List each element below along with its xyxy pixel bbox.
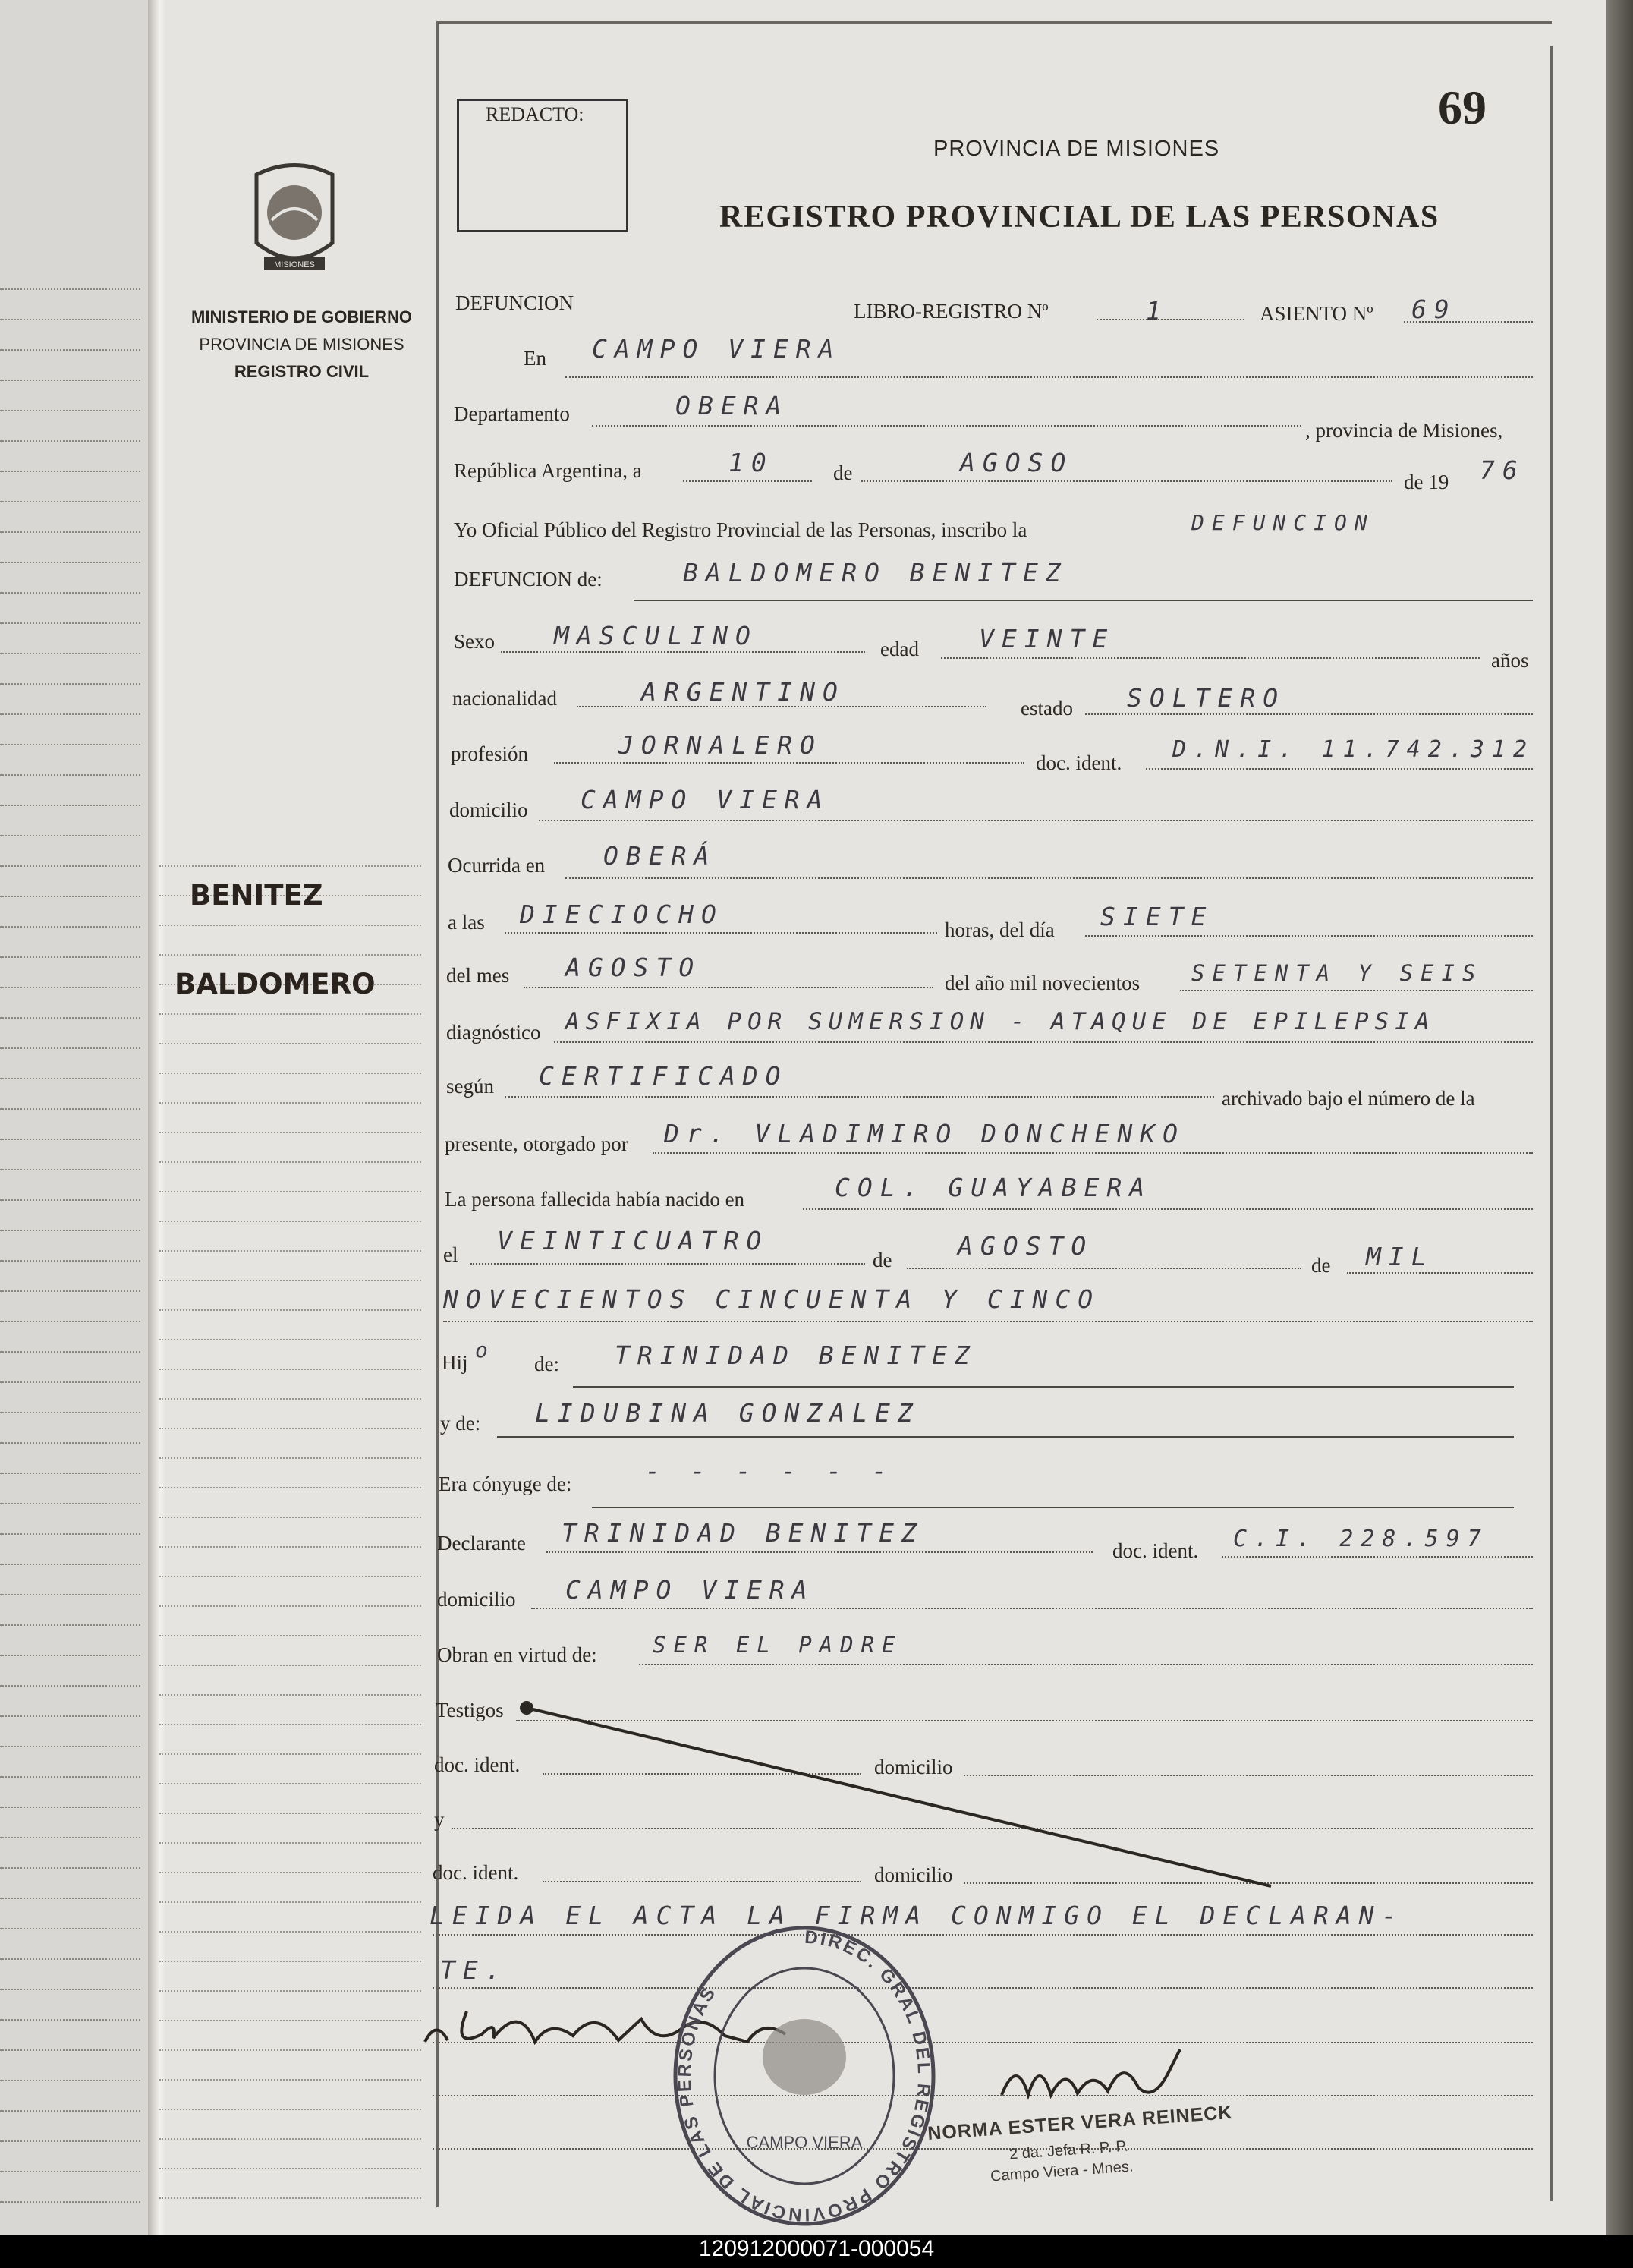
segun-value: CERTIFICADO [539, 1061, 788, 1091]
left-page-rule [0, 1989, 140, 1990]
left-page-rule [0, 1078, 140, 1079]
footer-record-id: 120912000071-000054 [698, 2236, 935, 2261]
edad-line [941, 657, 1480, 659]
domicilio-line [539, 820, 1533, 821]
declarante-label: Declarante [437, 1532, 526, 1555]
conyuge-value: - - - - - - [645, 1456, 895, 1485]
left-page-rule [0, 1503, 140, 1504]
margin-rule [159, 1842, 421, 1844]
left-page-rule [0, 774, 140, 776]
yde-line [497, 1436, 1514, 1438]
nacido-label: La persona fallecida había nacido en [445, 1188, 745, 1211]
margin-rule [159, 1102, 421, 1104]
leida-text-2: TE. [440, 1955, 508, 1985]
alas-value: DIECIOCHO [520, 899, 724, 929]
left-page-rule [0, 501, 140, 502]
diagnostico-label: diagnóstico [446, 1021, 541, 1044]
margin-rule [159, 1546, 421, 1548]
doc-line [1146, 768, 1533, 770]
hijo-suffix: o [475, 1337, 496, 1362]
ministerio-line-1: MINISTERIO DE GOBIERNO [191, 307, 412, 326]
libro-label: LIBRO-REGISTRO Nº [854, 300, 1049, 323]
asiento-label: ASIENTO Nº [1260, 302, 1373, 325]
left-page-rule [0, 562, 140, 563]
ocurrida-line [565, 877, 1533, 879]
yde-value: LIDUBINA GONZALEZ [535, 1398, 920, 1428]
mes-value: AGOSO [960, 448, 1074, 477]
oficial-value: DEFUNCION [1191, 510, 1375, 535]
margin-rule [159, 2197, 421, 2199]
margin-rule [159, 1783, 421, 1784]
left-page-rule [0, 926, 140, 928]
svg-text:MISIONES: MISIONES [274, 260, 315, 269]
leida-line-1 [433, 1934, 1533, 1936]
left-page-rule [0, 531, 140, 533]
left-page-rule [0, 2049, 140, 2051]
de2-value: AGOSTO [958, 1231, 1094, 1261]
obran-line [639, 1664, 1533, 1665]
margin-rule [159, 1132, 421, 1133]
left-page-rule [0, 1108, 140, 1110]
de-label: de [833, 461, 853, 484]
declarante-doc-line [1222, 1556, 1533, 1558]
left-page-rule [0, 1351, 140, 1353]
diagnostico-line [554, 1041, 1533, 1043]
left-page-rule [0, 1017, 140, 1019]
left-page-rule [0, 1169, 140, 1170]
svg-text:CAMPO VIERA: CAMPO VIERA [746, 2133, 863, 2152]
margin-rule [159, 1398, 421, 1400]
left-page-rule [0, 1290, 140, 1292]
margin-rule [159, 1339, 421, 1340]
sexo-line [501, 651, 865, 653]
left-page-rule [0, 622, 140, 624]
left-page-rule [0, 1139, 140, 1140]
nacido-value: COL. GUAYABERA [835, 1173, 1153, 1202]
left-page-rule [0, 1442, 140, 1444]
margin-rule [159, 1605, 421, 1607]
nacionalidad-value: ARGENTINO [641, 677, 845, 707]
departamento-value: OBERA [675, 391, 789, 421]
margin-rule [159, 1753, 421, 1755]
anio-mil-label: del año mil novecientos [945, 972, 1141, 994]
mes-line [861, 480, 1392, 482]
left-page-rule [0, 1047, 140, 1049]
declarante-domicilio-line [531, 1608, 1533, 1609]
left-page-rule [0, 349, 140, 351]
margin-rule [159, 2020, 421, 2021]
left-page-rule [0, 1715, 140, 1717]
left-page-rule [0, 1321, 140, 1322]
departamento-line [592, 425, 1301, 427]
hijo-de-line [573, 1386, 1514, 1388]
nacido-line [803, 1208, 1533, 1210]
anio-mil-value: SETENTA Y SEIS [1191, 960, 1484, 986]
left-page-rule [0, 683, 140, 685]
el-label: el [443, 1243, 458, 1266]
ocurrida-label: Ocurrida en [448, 854, 546, 877]
presente-label: presente, otorgado por [445, 1132, 628, 1155]
domicilio-label: domicilio [449, 799, 528, 821]
presente-line [653, 1152, 1533, 1154]
sexo-label: Sexo [454, 630, 495, 653]
doc-value: D.N.I. 11.742.312 [1172, 736, 1535, 763]
official-place: Campo Viera - Mnes. [990, 2158, 1134, 2185]
margin-rule [159, 865, 421, 867]
en-line [565, 376, 1533, 378]
left-page-rule [0, 1230, 140, 1231]
anio-label: de 19 [1404, 471, 1449, 493]
left-page-rule [0, 713, 140, 715]
de2-label: de [873, 1249, 892, 1271]
left-page-rule [0, 865, 140, 867]
testigos-label: Testigos [436, 1699, 504, 1721]
margin-rule [159, 1457, 421, 1459]
domicilio-value: CAMPO VIERA [581, 785, 830, 814]
left-page-rule [0, 835, 140, 836]
left-page-rule [0, 410, 140, 411]
mes2-line [524, 987, 933, 988]
left-page-rule [0, 1199, 140, 1201]
left-page [0, 0, 148, 2235]
horas-value: SIETE [1100, 902, 1214, 931]
left-page-rule [0, 2019, 140, 2021]
doc-label: doc. ident. [1036, 751, 1122, 774]
left-page-rule [0, 1655, 140, 1656]
anio-nac-value: NOVECIENTOS CINCUENTA Y CINCO [443, 1284, 1101, 1314]
declarante-doc-value: C.I. 228.597 [1233, 1526, 1489, 1552]
margin-rule [159, 1961, 421, 1962]
declarante-value: TRINIDAD BENITEZ [562, 1518, 924, 1548]
margin-rule [159, 1813, 421, 1814]
margin-rule [159, 1487, 421, 1488]
diagnostico-value: ASFIXIA POR SUMERSION - ATAQUE DE EPILEPSIA [565, 1008, 1436, 1035]
left-page-rule [0, 2080, 140, 2081]
left-page-rule [0, 805, 140, 806]
estado-label: estado [1021, 697, 1073, 720]
sexo-value: MASCULINO [554, 621, 758, 650]
left-page-rule [0, 471, 140, 472]
obran-value: SER EL PADRE [653, 1632, 903, 1658]
margin-surname: BENITEZ [190, 879, 323, 912]
declarante-domicilio-value: CAMPO VIERA [565, 1575, 815, 1605]
anio-nac-line [443, 1321, 1533, 1322]
margin-rule [159, 1931, 421, 1933]
margin-rule [159, 1013, 421, 1015]
official-name: NORMA ESTER VERA REINECK [927, 2101, 1234, 2145]
el-value: VEINTICUATRO [497, 1226, 769, 1255]
margin-rule [159, 2109, 421, 2110]
form-border-top [436, 21, 1552, 24]
t2-dom-label: domicilio [874, 1863, 953, 1886]
left-page-rule [0, 1533, 140, 1535]
margin-rule [159, 1665, 421, 1666]
hijo-de-label: de: [534, 1353, 559, 1375]
horas-line [1085, 935, 1533, 937]
official-title: 2 da. Jefa R. P. P. [1008, 2137, 1129, 2163]
margin-rule [159, 1990, 421, 1992]
left-page-rule [0, 319, 140, 320]
left-page-rule [0, 1928, 140, 1929]
provincia-suffix: , provincia de Misiones, [1305, 419, 1503, 442]
left-page-rule [0, 1260, 140, 1262]
coat-of-arms-seal-icon [241, 159, 348, 281]
estado-line [1085, 713, 1533, 715]
horas-label: horas, del día [945, 918, 1055, 941]
anio-mil-line [1180, 990, 1533, 991]
margin-rule [159, 1161, 421, 1163]
left-page-rule [0, 1624, 140, 1626]
left-page-rule [0, 956, 140, 958]
left-page-rule [0, 1807, 140, 1808]
margin-rule [159, 1428, 421, 1429]
margin-rule [159, 1517, 421, 1518]
nacionalidad-label: nacionalidad [452, 687, 557, 710]
archivado-label: archivado bajo el número de la [1222, 1087, 1475, 1110]
left-page-rule [0, 1837, 140, 1838]
left-page-rule [0, 2140, 140, 2142]
margin-rule [159, 1221, 421, 1222]
de3-value: MIL [1366, 1242, 1434, 1271]
redacto-label: REDACTO: [486, 103, 584, 125]
left-page-rule [0, 1685, 140, 1687]
left-page-rule [0, 1564, 140, 1565]
left-page-rule [0, 440, 140, 442]
left-page-rule [0, 1412, 140, 1413]
left-page-rule [0, 1958, 140, 1960]
svg-text:DIREC. GRAL DEL REGISTRO PROVI: DIREC. GRAL DEL REGISTRO PROVINCIAL DE LAS PERSONAS [674, 1926, 935, 2225]
departamento-label: Departamento [454, 402, 570, 425]
registry-stamp-icon [668, 1920, 941, 2232]
form-border-right [1550, 46, 1553, 2201]
left-page-rule [0, 2171, 140, 2172]
left-page-rule [0, 1746, 140, 1747]
book-gutter [148, 0, 165, 2235]
margin-rule [159, 1073, 421, 1074]
book-edge [1606, 0, 1633, 2235]
el-line [470, 1263, 865, 1265]
dia-value: 10 [728, 448, 774, 477]
obran-label: Obran en virtud de: [437, 1643, 597, 1666]
profesion-value: JORNALERO [618, 730, 823, 760]
de2-line [907, 1268, 1301, 1269]
republica-label: República Argentina, a [454, 459, 642, 482]
margin-rule [159, 1043, 421, 1044]
estado-value: SOLTERO [1127, 683, 1286, 713]
declarante-doc-label: doc. ident. [1112, 1539, 1199, 1562]
margin-rule [159, 954, 421, 956]
left-page-rule [0, 1381, 140, 1383]
edad-value: VEINTE [979, 624, 1115, 654]
margin-given-name: BALDOMERO [175, 968, 376, 1000]
blank-line-3 [433, 2148, 1533, 2150]
margin-rule [159, 1250, 421, 1252]
margin-rule [159, 2138, 421, 2140]
left-page-rule [0, 896, 140, 897]
anio-value: 76 [1480, 455, 1525, 485]
defuncion-label: DEFUNCION [455, 291, 574, 314]
y-label: y [434, 1808, 445, 1831]
page-number: 69 [1438, 80, 1487, 134]
margin-rule [159, 1724, 421, 1725]
segun-line [505, 1096, 1214, 1098]
libro-value: 1 [1146, 296, 1169, 326]
t-doc-label: doc. ident. [434, 1753, 521, 1776]
margin-rule [159, 1901, 421, 1903]
margin-rule [159, 1280, 421, 1281]
profesion-label: profesión [451, 742, 528, 765]
registro-title: REGISTRO PROVINCIAL DE LAS PERSONAS [719, 200, 1439, 235]
margin-rule [159, 1309, 421, 1311]
de3-line [1347, 1272, 1533, 1274]
hijo-de-value: TRINIDAD BENITEZ [615, 1340, 977, 1370]
defuncion-de-label: DEFUNCION de: [454, 568, 603, 591]
declarante-domicilio-label: domicilio [437, 1588, 516, 1611]
left-page-rule [0, 2201, 140, 2203]
left-page-rule [0, 744, 140, 745]
declarante-line [546, 1551, 1093, 1553]
profesion-line [554, 762, 1024, 764]
left-page-rule [0, 653, 140, 654]
left-page-rule [0, 1776, 140, 1778]
asiento-value: 69 [1411, 295, 1457, 324]
provincia-title: PROVINCIA DE MISIONES [933, 137, 1220, 161]
leida-text-1: LEIDA EL ACTA LA FIRMA CONMIGO EL DECLARAN- [429, 1901, 1405, 1930]
yde-label: y de: [440, 1412, 481, 1435]
left-page-rule [0, 1898, 140, 1899]
left-page-rule [0, 288, 140, 290]
libro-line [1097, 319, 1244, 320]
ministerio-line-3: REGISTRO CIVIL [234, 362, 370, 381]
en-label: En [524, 347, 546, 370]
segun-label: según [446, 1075, 494, 1098]
defuncion-de-value: BALDOMERO BENITEZ [683, 558, 1068, 587]
conyuge-line [592, 1507, 1514, 1508]
presente-value: Dr. VLADIMIRO DONCHENKO [664, 1119, 1185, 1148]
t2-doc-label: doc. ident. [433, 1861, 519, 1884]
margin-rule [159, 2079, 421, 2081]
left-page-rule [0, 1867, 140, 1869]
en-value: CAMPO VIERA [592, 334, 842, 364]
ocurrida-value: OBERÁ [603, 841, 717, 871]
left-page-rule [0, 1473, 140, 1474]
edad-label: edad [880, 638, 919, 660]
margin-rule [159, 925, 421, 926]
margin-rule [159, 1872, 421, 1873]
mes-label: del mes [446, 964, 510, 987]
margin-rule [159, 1369, 421, 1370]
mes2-value: AGOSTO [565, 953, 702, 982]
anios-label: años [1491, 649, 1529, 672]
defuncion-de-line [634, 600, 1533, 601]
left-page-rule [0, 1594, 140, 1595]
dia-line [683, 480, 812, 482]
alas-label: a las [448, 911, 485, 934]
testigos-strike-line [516, 1696, 1275, 1894]
margin-rule [159, 2168, 421, 2169]
blank-line-2 [433, 2095, 1533, 2096]
oficial-label: Yo Oficial Público del Registro Provincial de las Personas, inscribo la [454, 518, 1027, 541]
margin-rule [159, 1694, 421, 1696]
official-signature [994, 2042, 1191, 2110]
margin-rule [159, 2049, 421, 2051]
left-page-rule [0, 2110, 140, 2112]
de3-label: de [1311, 1254, 1331, 1277]
hijo-label: Hij [442, 1351, 468, 1374]
alas-line [505, 932, 937, 934]
ministerio-line-2: PROVINCIA DE MISIONES [199, 335, 404, 354]
t-dom-label: domicilio [874, 1756, 953, 1778]
margin-rule [159, 1576, 421, 1577]
margin-rule [159, 1635, 421, 1636]
left-page-rule [0, 592, 140, 594]
margin-rule [159, 1191, 421, 1192]
ministerio-block [167, 304, 436, 386]
conyuge-label: Era cónyuge de: [439, 1473, 572, 1495]
left-page-rule [0, 380, 140, 381]
left-page-rule [0, 987, 140, 988]
